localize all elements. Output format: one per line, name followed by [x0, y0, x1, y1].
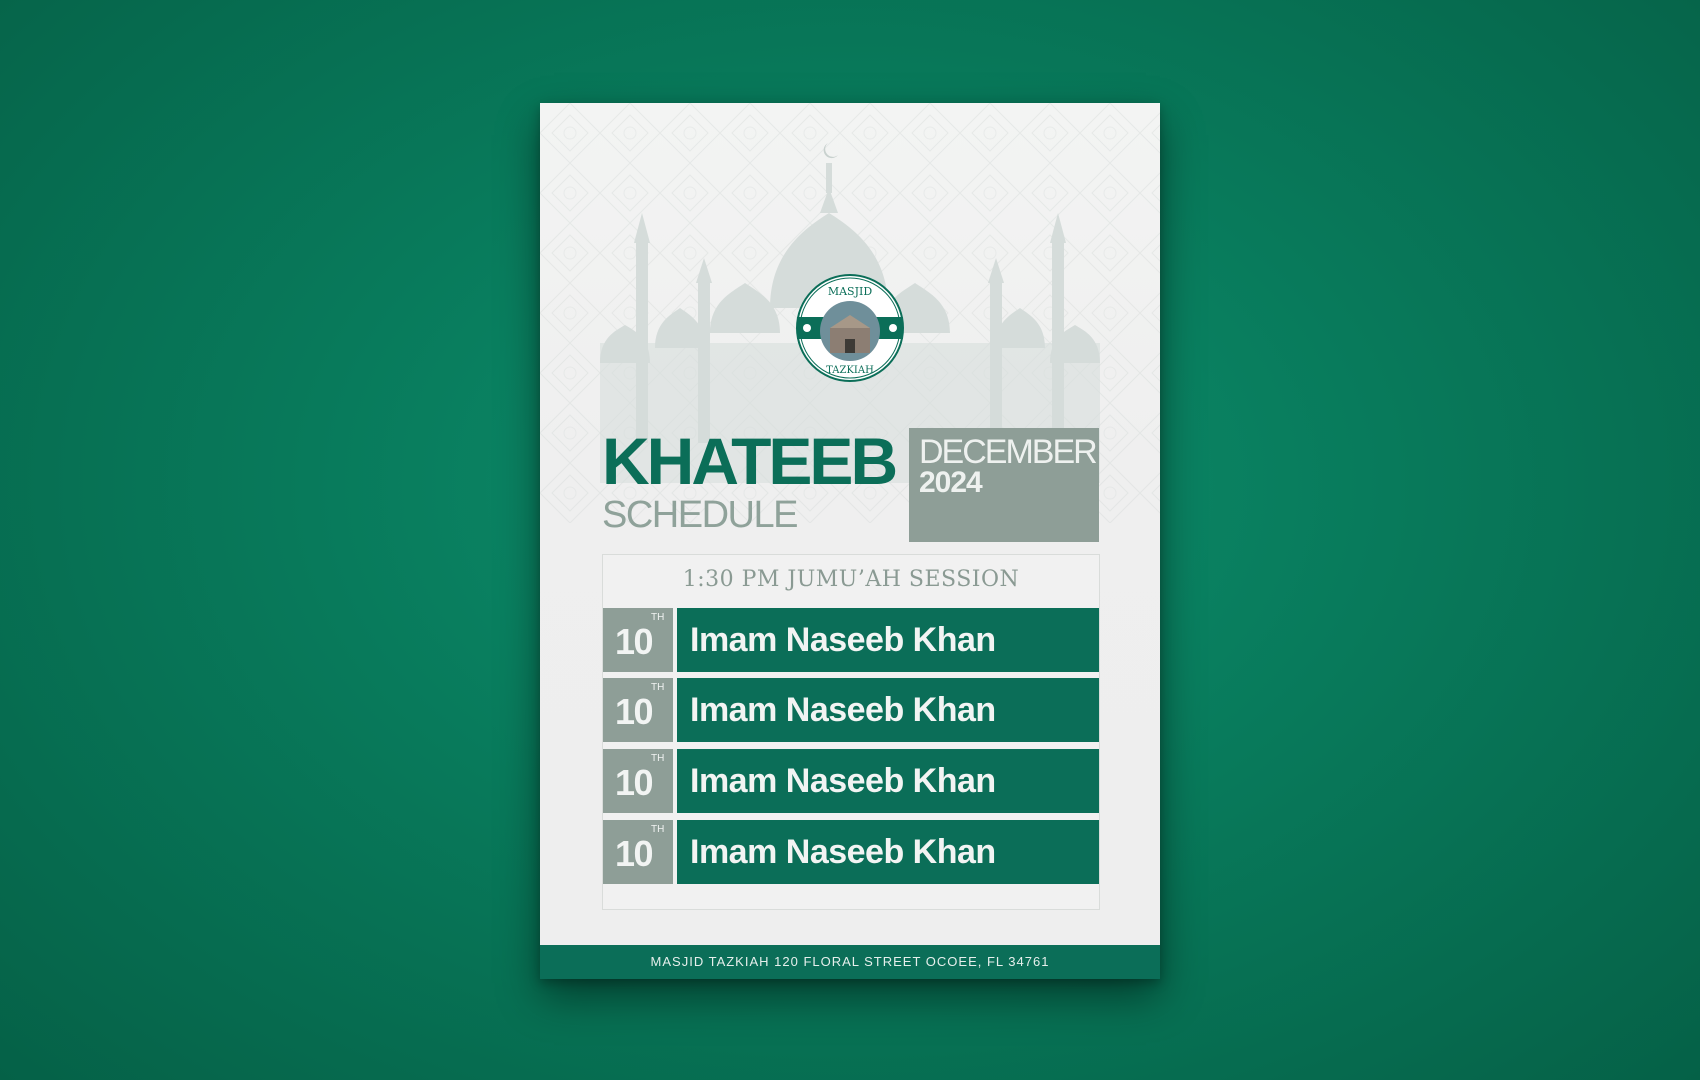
day-number: 10: [615, 762, 653, 803]
masjid-logo: [795, 273, 905, 383]
day-suffix: TH: [651, 612, 665, 623]
date-box: [909, 428, 1099, 542]
day-number: 10: [615, 621, 653, 662]
day-box: [603, 678, 673, 742]
flyer: [540, 103, 1160, 979]
logo-bottom-text: TAZKIAH: [826, 365, 874, 376]
day-box: [603, 820, 673, 884]
day-number: 10: [615, 833, 653, 874]
khateeb-name: Imam Naseeb Khan: [690, 621, 996, 659]
day-box: [603, 749, 673, 813]
date-year: 2024: [919, 466, 982, 499]
name-box: [677, 678, 1099, 742]
khateeb-name: Imam Naseeb Khan: [690, 833, 996, 871]
schedule-row: [603, 678, 1099, 742]
date-month: DECEMBER: [919, 433, 1096, 471]
name-box: [677, 749, 1099, 813]
khateeb-name: Imam Naseeb Khan: [690, 762, 996, 800]
footer-address: MASJID TAZKIAH 120 FLORAL STREET OCOEE, FL 34761: [540, 945, 1160, 979]
name-box: [677, 820, 1099, 884]
day-suffix: TH: [651, 753, 665, 764]
schedule-row: [603, 749, 1099, 813]
day-number: 10: [615, 691, 653, 732]
session-title: 1:30 PM JUMU’AH SESSION: [682, 567, 1020, 592]
schedule-row: [603, 608, 1099, 672]
name-box: [677, 608, 1099, 672]
schedule-row: [603, 820, 1099, 884]
logo-top-text: MASJID: [827, 285, 873, 298]
day-suffix: TH: [651, 682, 665, 693]
khateeb-name: Imam Naseeb Khan: [690, 691, 996, 729]
title-block: [602, 421, 1102, 541]
day-box: [603, 608, 673, 672]
schedule-panel: [602, 554, 1100, 910]
title-sub: SCHEDULE: [602, 494, 797, 536]
day-suffix: TH: [651, 824, 665, 835]
title-main: KHATEEB: [602, 424, 896, 498]
